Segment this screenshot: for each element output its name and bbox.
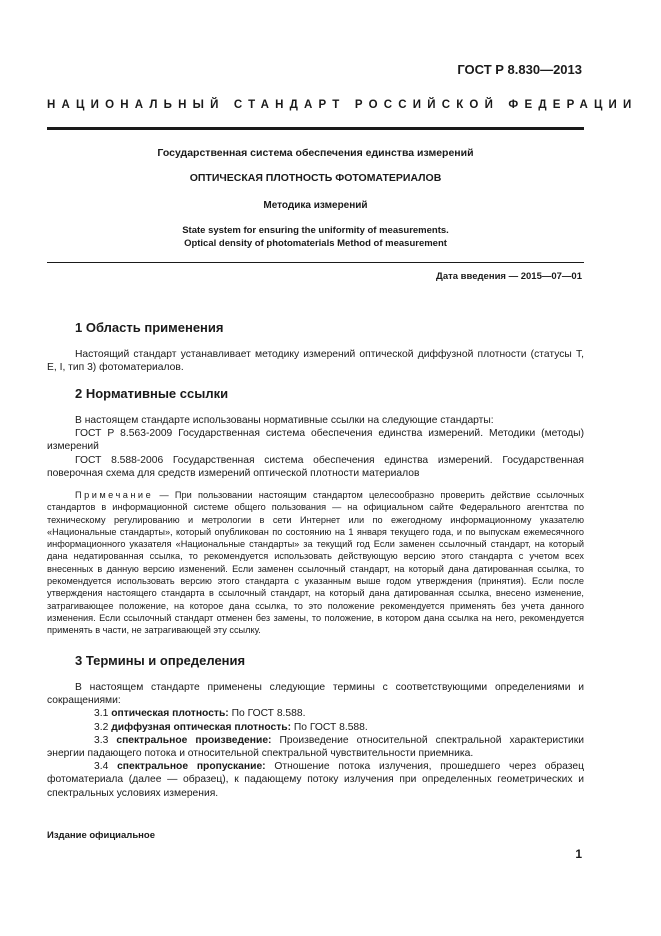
english-title-line2: Optical density of photomaterials Method of measurement	[184, 237, 447, 249]
term-3-3	[47, 734, 584, 760]
section-2-intro: В настоящем стандарте использованы нормативные ссылки на следующие стандарты:	[75, 415, 494, 426]
term-name: спектральное произведение:	[116, 734, 272, 746]
term-3-2	[47, 721, 584, 734]
note-text: — При пользовании настоящим стандартом целесообразно проверить действие ссылочных стандартов в информационной системе общего пользования — на официальном сайте Федерального агентства по техническому регулированию и метрологии в сети Интернет или по ежегодному информационному указателю «Национальные стандарты», который опубликован по состоянию на 1 января текущего года, и по выпускам ежемесячного информационного указателя «Национальные стандарты» за текущий год Если заменен ссылочный стандарт, на который дана недатированная ссылка, то рекомендуется использовать действующую версию этого стандарта с учетом всех внесенных в данную версию изменений. Если заменен ссылочный стандарт, на который дана датированная ссылка, то рекомендуется использовать версию этого стандарта с указанным выше годом утверждения (принятия). Если после утверждения настоящего стандарта в ссылочный стандарт, на который дана датированная ссылка, внесено изменение, затрагивающее положение, на которое дана ссылка, то это положение рекомендуется применять без учета данного изменения. Если ссылочный стандарт отменен без замены, то положение, в котором дана ссылка на него, рекомендуется применять в части, не затрагивающей эту ссылку.	[47, 490, 584, 636]
section-2-body	[47, 414, 584, 480]
national-standard-title: НАЦИОНАЛЬНЫЙ СТАНДАРТ РОССИЙСКОЙ ФЕДЕРАЦИИ	[47, 99, 638, 111]
document-title: ОПТИЧЕСКАЯ ПЛОТНОСТЬ ФОТОМАТЕРИАЛОВ	[189, 172, 442, 184]
note-block	[47, 489, 584, 637]
section-1-body	[47, 348, 584, 374]
system-title: Государственная система обеспечения единства измерений	[157, 147, 474, 159]
term-number: 3.2	[94, 721, 109, 733]
term-definition: Отношение потока излучения, прошедшего через образец фотоматериала (далее — образец), к падающему потоку излучения при определенных геометрических и спектральных условиях измерения.	[47, 761, 584, 799]
page-number: 1	[575, 847, 582, 861]
section-1-heading: 1 Область применения	[75, 320, 224, 335]
standard-code: ГОСТ Р 8.830—2013	[457, 62, 582, 77]
section-3-body	[47, 681, 584, 800]
english-title	[47, 225, 584, 250]
term-number: 3.3	[94, 734, 109, 746]
term-definition: По ГОСТ 8.588.	[228, 708, 306, 720]
term-name: оптическая плотность:	[111, 708, 229, 720]
term-name: диффузная оптическая плотность:	[111, 721, 292, 733]
section-3-heading: 3 Термины и определения	[75, 653, 246, 668]
section-3-intro: В настоящем стандарте применены следующие термины с соответствующими определениями и сокращениями:	[47, 682, 584, 707]
official-edition-label: Издание официальное	[47, 830, 155, 841]
reference-gost-8-588: ГОСТ 8.588-2006 Государственная система обеспечения единства измерений. Государственная поверочная схема для средств измерений оптической плотности материалов	[47, 454, 584, 479]
document-subtitle: Методика измерений	[263, 200, 368, 211]
header-divider	[47, 127, 584, 130]
term-number: 3.1	[94, 708, 109, 720]
term-definition: Произведение относительной спектральной характеристики энергии падающего потока и относительной спектральной чувствительности приемника.	[47, 734, 584, 760]
reference-gost-8-563: ГОСТ Р 8.563-2009 Государственная система обеспечения единства измерений. Методики (методы) измерений	[47, 428, 584, 453]
term-3-4	[47, 760, 584, 800]
term-number: 3.4	[94, 761, 109, 773]
english-title-line1: State system for ensuring the uniformity of measurements.	[182, 225, 449, 236]
effective-date: Дата введения — 2015—07—01	[436, 271, 582, 282]
term-definition: По ГОСТ 8.588.	[291, 721, 368, 733]
term-name: спектральное пропускание:	[117, 761, 266, 773]
term-3-1	[47, 707, 584, 720]
section-2-heading: 2 Нормативные ссылки	[75, 386, 229, 401]
section-1-text: Настоящий стандарт устанавливает методику измерений оптической диффузной плотности (статусы Т, Е, I, тип 3) фотоматериалов.	[47, 349, 584, 374]
title-divider	[47, 262, 584, 263]
note-label: Примечание	[75, 490, 154, 500]
